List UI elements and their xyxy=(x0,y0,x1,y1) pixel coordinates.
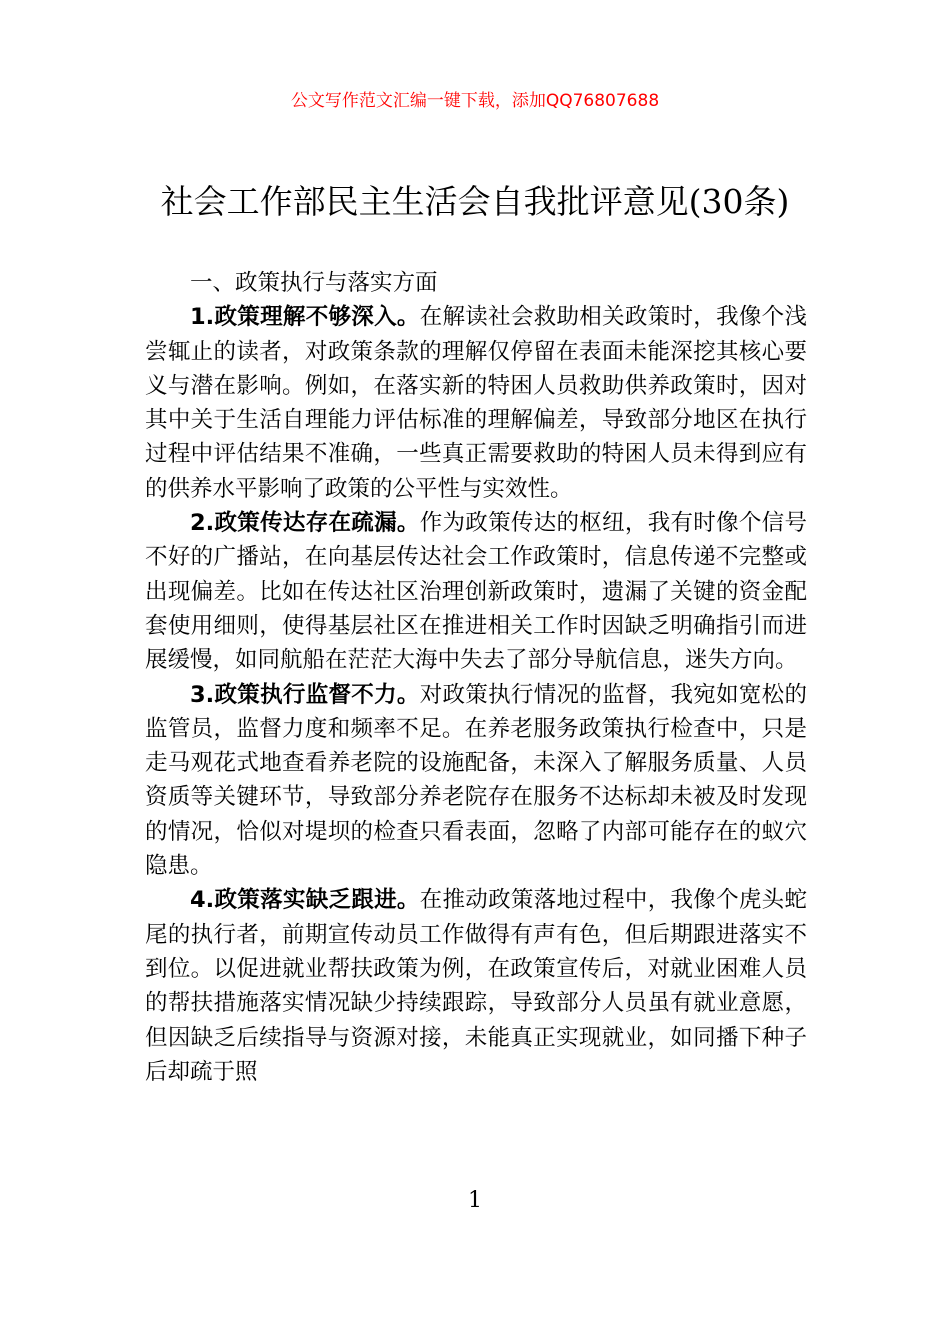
list-item xyxy=(145,300,807,506)
item-body: 对政策执行情况的监督，我宛如宽松的监管员，监督力度和频率不足。在养老服务政策执行检查中，只是走马观花式地查看养老院的设施配备，未深入了解服务质量、人员资质等关键环节，导致部分养老院存在服务不达标却未被及时发现的情况，恰似对堤坝的检查只看表面，忽略了内部可能存在的蚁穴隐患。 xyxy=(145,681,807,880)
list-item xyxy=(145,678,807,884)
list-item xyxy=(145,506,807,677)
page-number: 1 xyxy=(468,1188,482,1213)
item-heading: 3.政策执行监督不力。 xyxy=(190,681,420,708)
document-body xyxy=(145,266,807,1089)
item-heading: 1.政策理解不够深入。 xyxy=(190,304,420,331)
item-body: 作为政策传达的枢纽，我有时像个信号不好的广播站，在向基层传达社会工作政策时，信息传递不完整或出现偏差。比如在传达社区治理创新政策时，遗漏了关键的资金配套使用细则，使得基层社区在推进相关工作时因缺乏明确指引而进展缓慢，如同航船在茫茫大海中失去了部分导航信息，迷失方向。 xyxy=(145,510,807,674)
section-heading: 一、政策执行与落实方面 xyxy=(190,270,438,296)
list-item xyxy=(145,883,807,1089)
download-notice: 公文写作范文汇编一键下载，添加QQ76807688 xyxy=(290,91,660,111)
page-title: 社会工作部民主生活会自我批评意见(30条) xyxy=(160,182,790,221)
item-body: 在解读社会救助相关政策时，我像个浅尝辄止的读者，对政策条款的理解仅停留在表面未能深挖其核心要义与潜在影响。例如，在落实新的特困人员救助供养政策时，因对其中关于生活自理能力评估标准的理解偏差，导致部分地区在执行过程中评估结果不准确，一些真正需要救助的特困人员未得到应有的供养水平影响了政策的公平性与实效性。 xyxy=(145,304,807,502)
item-body: 在推动政策落地过程中，我像个虎头蛇尾的执行者，前期宣传动员工作做得有声有色，但后期跟进落实不到位。以促进就业帮扶政策为例，在政策宣传后，对就业困难人员的帮扶措施落实情况缺少持续跟踪，导致部分人员虽有就业意愿，但因缺乏后续指导与资源对接，未能真正实现就业，如同播下种子后却疏于照 xyxy=(145,887,807,1085)
item-heading: 2.政策传达存在疏漏。 xyxy=(190,510,420,537)
item-heading: 4.政策落实缺乏跟进。 xyxy=(190,887,420,914)
